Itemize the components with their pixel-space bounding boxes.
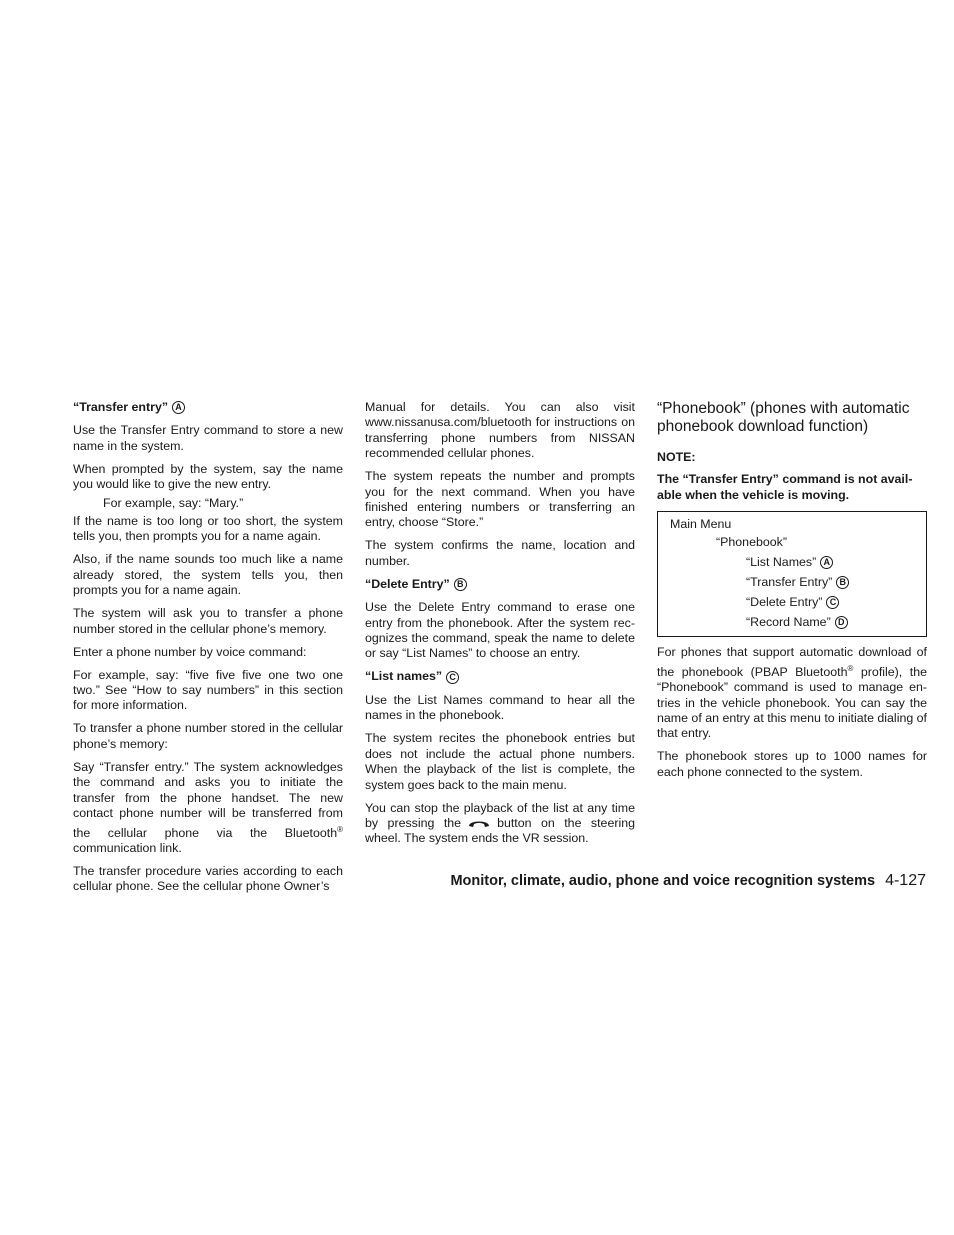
menu-item-delete-entry [670, 592, 926, 612]
delete-entry-heading-text: “Delete Entry” [365, 576, 450, 591]
transfer-entry-heading-text: “Transfer entry” [73, 400, 169, 414]
transfer-entry-heading [73, 400, 343, 415]
paragraph: Also, if the name sounds too much like a name already stored, the system tells you, then prompts you for a name again. [73, 552, 343, 598]
text: You can stop the playback of the list at any time by pressing the [365, 800, 635, 830]
registered-mark: ® [337, 824, 343, 834]
page-footer [450, 872, 926, 890]
menu-item-label: “Transfer Entry” [746, 574, 833, 589]
marker-b: B [454, 578, 467, 591]
menu-item-transfer-entry [670, 572, 926, 592]
text: button on the steering wheel. The system ends the VR session. [365, 815, 635, 846]
paragraph: Manual for details. You can also visit www.nissanusa.com/bluetooth for instructions on transferring phone numbers from NISSAN recommended cellular phones. [365, 400, 635, 461]
menu-item-label: “Delete Entry” [746, 594, 823, 609]
registered-mark: ® [847, 663, 854, 673]
paragraph: The system repeats the number and prompts you for the next command. When you have finished entering numbers or transferring an entry, choose “Store.” [365, 469, 635, 530]
text: communication link. [73, 841, 182, 856]
paragraph: The system confirms the name, location and number. [365, 538, 635, 568]
marker-a: A [172, 401, 185, 414]
list-names-heading-text: “List names” [365, 669, 443, 684]
column-3 [657, 400, 927, 788]
page-number: 4-127 [885, 872, 926, 889]
phone-hang-up-icon [467, 818, 491, 829]
paragraph-bluetooth [73, 760, 343, 857]
paragraph-pbap [657, 645, 927, 742]
column-1 [73, 400, 343, 902]
paragraph: Enter a phone number by voice command: [73, 644, 307, 659]
paragraph: When prompted by the system, say the name you would like to give the new entry. [73, 461, 343, 492]
example-mary: For example, say: “Mary.” [103, 495, 244, 510]
menu-item-label: “List Names” [746, 554, 817, 569]
menu-item-label: “Record Name” [746, 614, 831, 629]
text: profile), the “Phonebook” command is used to manage en-tries in the vehicle phonebook. You can say the name of an entry at this menu to initiate dialing of that entry. [657, 664, 927, 741]
text: For phones that support automatic download of the phonebook (PBAP Bluetooth [657, 645, 927, 679]
delete-entry-heading [365, 577, 635, 592]
menu-root: Main Menu [670, 516, 732, 531]
paragraph: Use the Transfer Entry command to store a new name in the system. [73, 423, 343, 453]
text: Say “Transfer entry.” The system acknowledges the command and asks you to initiate the transfer from the phone handset. The new contact phone number will be transferred from the cellular phone via the Bluetooth [73, 759, 343, 840]
marker-b: B [836, 576, 849, 589]
note-label: NOTE: [657, 450, 696, 464]
footer-section-title: Monitor, climate, audio, phone and voice recognition systems [450, 873, 876, 889]
column-2 [365, 400, 635, 854]
paragraph: For example, say: “five five five one two one two.” See “How to say numbers” in this section for more information. [73, 667, 343, 713]
menu-phonebook: “Phonebook” [716, 534, 787, 549]
paragraph-hang-up [365, 801, 635, 847]
phonebook-section-heading: “Phonebook” (phones with automatic phonebook download function) [657, 400, 910, 435]
paragraph: The system recites the phonebook entries but does not include the actual phone numbers. When the playback of the list is complete, the system goes back to the main menu. [365, 731, 635, 792]
list-names-heading [365, 669, 635, 684]
menu-diagram [657, 511, 927, 637]
marker-c: C [826, 596, 839, 609]
paragraph: The phonebook stores up to 1000 names for each phone connected to the system. [657, 749, 927, 779]
paragraph: The transfer procedure varies according to each cellular phone. See the cellular phone Owner’s [73, 864, 343, 894]
paragraph: Use the Delete Entry command to erase one entry from the phonebook. After the system rec-ognizes the command, speak the name to delete or say “List Names” to choose an entry. [365, 600, 635, 661]
paragraph: If the name is too long or too short, the system tells you, then prompts you for a name again. [73, 514, 343, 544]
paragraph: Use the List Names command to hear all the names in the phonebook. [365, 692, 635, 723]
paragraph: To transfer a phone number stored in the cellular phone’s memory: [73, 721, 343, 751]
menu-item-record-name [670, 612, 926, 632]
paragraph: The system will ask you to transfer a phone number stored in the cellular phone’s memory. [73, 606, 343, 636]
marker-c: C [446, 671, 459, 684]
note-text: The “Transfer Entry” command is not avail-able when the vehicle is moving. [657, 472, 913, 502]
menu-item-list-names [670, 552, 926, 572]
marker-d: D [835, 616, 848, 629]
marker-a: A [820, 556, 833, 569]
